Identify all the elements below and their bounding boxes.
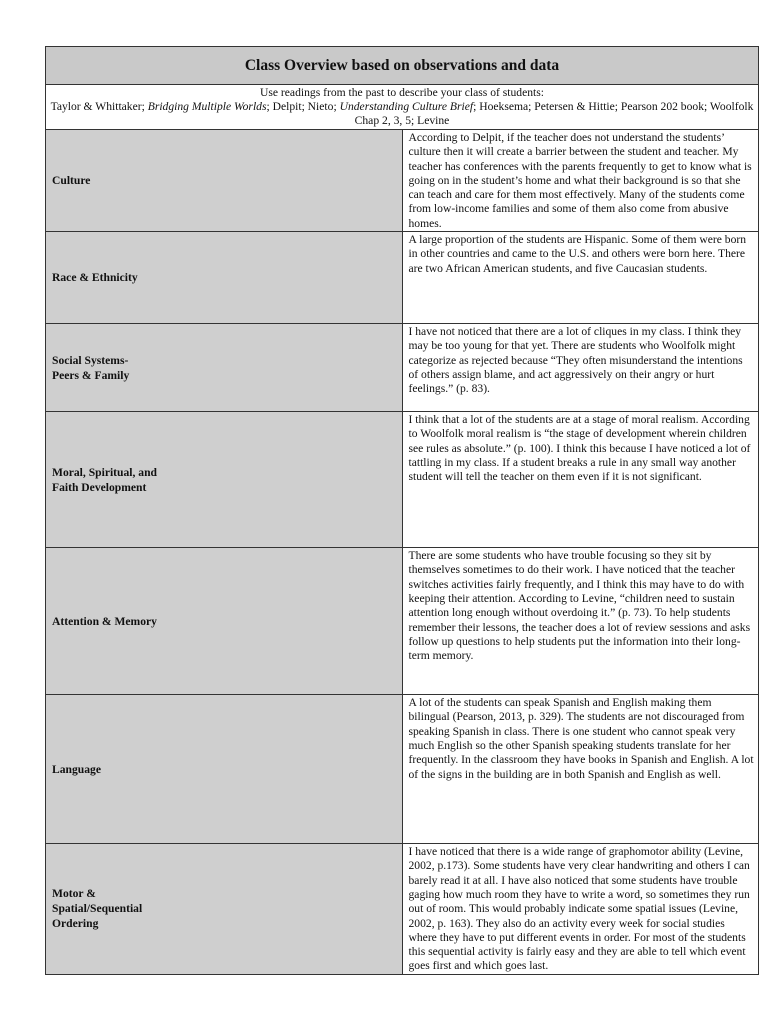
title-row [46, 47, 759, 85]
row-content-moral-development: I think that a lot of the students are at a stage of moral realism. According to Woolfolk moral realism is “the stage of development wherein children see rules as absolute.” (p. 100). I think this because I have noticed a lot of tattling in my class. If a student breaks a rule in any small way another student will tell the teacher on them even if it is not significant. [402, 412, 759, 548]
row-label-line: Social Systems- [52, 353, 129, 367]
row-content-motor-spatial: I have noticed that there is a wide range of graphomotor ability (Levine, 2002, p.173). Some students have very clear handwriting and others I can barely read it at all. I have also noticed that some students have trouble gaging how much room they have to write a word, so sometimes they run out of room. This would probably indicate some spatial issues (Levine, 2002, p. 163). They also do an activity every week for social studies where they have to put different events in order. For most of the students this sequential activity is fairly easy and they are able to tell which event goes first and which goes last. [402, 844, 759, 975]
row-label-motor-spatial [46, 844, 403, 975]
intro-ref-italic-a: Bridging Multiple Worlds [147, 100, 267, 113]
row-content-culture: According to Delpit, if the teacher does not understand the students’ culture then it will create a barrier between the student and teacher. My teacher has conferences with the parents frequently to get to know what is going on in the student’s home and what their background is so that she can teach and care for them most effectively. Many of the students come from low-income families and some of them also come from abusive homes. [402, 130, 759, 232]
table-row [46, 548, 759, 695]
row-content-race-ethnicity: A large proportion of the students are Hispanic. Some of them were born in other countries and came to the U.S. and others were born here. There are two African American students, and five Caucasian students. [402, 232, 759, 324]
row-label-line: Attention & Memory [52, 614, 157, 628]
title-cell [46, 47, 759, 85]
row-content-attention-memory: There are some students who have trouble focusing so they sit by themselves sometimes to do their work. I have noticed that the teacher switches activities fairly frequently, and I think this may have to do with keeping their attention. According to Levine, “children need to sustain attention long enough without overdoing it.” (p. 73). To help students remember their lessons, the teacher does a lot of review sessions and asks follow up questions to help students put the information into their long-term memory. [402, 548, 759, 695]
intro-row [46, 85, 759, 130]
row-content-social-systems: I have not noticed that there are a lot of cliques in my class. I think they may be too young for that yet. There are students who Woolfolk might categorize as rejected because “They often misunderstand the intentions of others assign blame, and act aggressively on their angry or hurt feelings.” (p. 83). [402, 324, 759, 412]
table-row [46, 695, 759, 844]
row-label-language [46, 695, 403, 844]
row-label-line: Spatial/Sequential [52, 902, 143, 916]
row-label-line: Culture [52, 174, 91, 188]
table-row [46, 412, 759, 548]
intro-ref-a: Taylor & Whittaker; [50, 100, 148, 113]
row-label-line: Moral, Spiritual, and [52, 465, 158, 479]
intro-references [50, 100, 754, 128]
row-label-line: Faith Development [52, 480, 147, 494]
page-title: Class Overview based on observations and data [244, 57, 560, 74]
intro-instructions [46, 85, 759, 130]
intro-ref-c: ; Hoeksema; Petersen & Hittie; Pearson 202 book; Woolfolk Chap 2, 3, 5; Levine [354, 100, 754, 127]
table-row [46, 130, 759, 232]
row-content-language: A lot of the students can speak Spanish and English making them bilingual (Pearson, 2013, p. 329). The students are not discouraged from speaking Spanish in class. There is one student who cannot speak very much English so the other Spanish speaking students translate for her frequently. In the classroom they have books in Spanish and English. A lot of the signs in the building are in both Spanish and English as well. [402, 695, 759, 844]
table-row [46, 232, 759, 324]
table-row [46, 844, 759, 975]
intro-line-1: Use readings from the past to describe your class of students: [260, 86, 544, 99]
row-label-attention-memory [46, 548, 403, 695]
row-label-line: Race & Ethnicity [52, 271, 138, 285]
row-label-line: Motor & [52, 887, 96, 901]
intro-ref-b: ; Delpit; Nieto; [266, 100, 340, 113]
row-label-line: Peers & Family [52, 368, 130, 382]
row-label-race-ethnicity [46, 232, 403, 324]
table-row [46, 324, 759, 412]
row-label-culture [46, 130, 403, 232]
class-overview-table [45, 46, 759, 975]
row-label-moral-development [46, 412, 403, 548]
row-label-line: Language [52, 762, 101, 776]
row-label-social-systems [46, 324, 403, 412]
row-label-line: Ordering [52, 917, 99, 931]
intro-ref-italic-b: Understanding Culture Brief [339, 100, 474, 113]
